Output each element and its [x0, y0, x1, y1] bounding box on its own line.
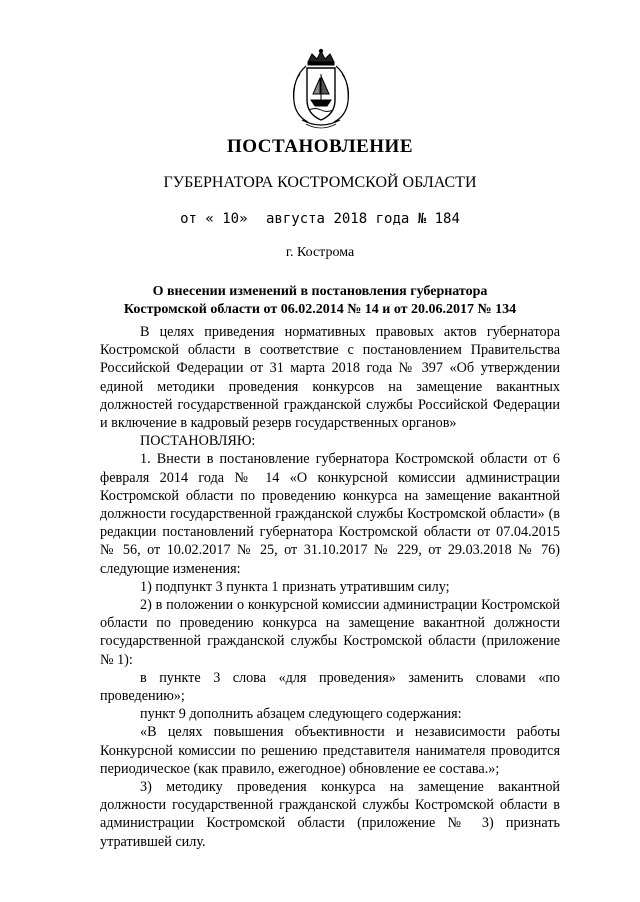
- paragraph-subitem-2: 2) в положении о конкурсной комиссии администрации Костромской области по проведению конкурса на замещение вакантной должности государственной гражданской службы Костромской области (приложение № 1):: [100, 597, 560, 668]
- date-month: августа: [265, 211, 325, 227]
- document-number: 184: [434, 211, 460, 227]
- city: г. Кострома: [285, 245, 355, 260]
- paragraph-quote: «В целях повышения объективности и независимости работы Конкурсной комиссии по решению представителя нанимателя проводится периодическое (как правило, ежегодное) обновление ее состава.»;: [100, 724, 560, 777]
- paragraph-subitem-3: 3) методику проведения конкурса на замещение вакантной должности государственной гражданской службы Костромской области в администрации Костромской области (приложение № 3) признать утратившей силу.: [100, 779, 560, 850]
- coat-of-arms-emblem: [286, 48, 356, 130]
- date-year: 2018 года: [333, 211, 410, 227]
- date-line: [0, 211, 640, 227]
- paragraph-preamble: В целях приведения нормативных правовых актов губернатора Костромской области в соответствие с постановлением Правительства Российской Федерации от 31 марта 2018 года № 397 «Об утверждении единой методики проведения конкурсов на замещение вакантных должностей государственной гражданской службы Российской Федерации и включение в кадровый резерв государственных органов»: [100, 324, 560, 432]
- paragraph-point-9: пункт 9 дополнить абзацем следующего содержания:: [140, 706, 462, 723]
- paragraph-item-1: 1. Внести в постановление губернатора Костромской области от 6 февраля 2014 года № 14 «О конкурсной комиссии администрации Костромской области по проведению конкурса на замещение вакантной должности государственной гражданской службы Костромской области» (в редакции постановлений губернатора Костромской области от 07.04.2015 № 56, от 10.02.2017 № 25, от 31.10.2017 № 229, от 29.03.2018 № 76) следующие изменения:: [100, 451, 560, 577]
- number-label: №: [417, 211, 427, 227]
- heading-line-2: Костромской области от 06.02.2014 № 14 и от 20.06.2017 № 134: [123, 302, 517, 317]
- document-body: [100, 323, 560, 851]
- paragraph-subitem-1: 1) подпункт 3 пункта 1 признать утратившим силу;: [140, 578, 450, 595]
- date-quote-close: »: [239, 211, 248, 227]
- paragraph-decree: ПОСТАНОВЛЯЮ:: [140, 433, 256, 450]
- paragraph-point-3: в пункте 3 слова «для проведения» заменить словами «по проведению»;: [100, 669, 560, 705]
- date-prefix: от «: [180, 211, 214, 227]
- document-heading: [100, 283, 540, 319]
- issuer-subtitle: ГУБЕРНАТОРА КОСТРОМСКОЙ ОБЛАСТИ: [163, 174, 477, 191]
- date-day: 10: [222, 211, 240, 227]
- document-type-title: ПОСТАНОВЛЕНИЕ: [226, 136, 414, 157]
- heading-line-1: О внесении изменений в постановления губернатора: [152, 284, 488, 299]
